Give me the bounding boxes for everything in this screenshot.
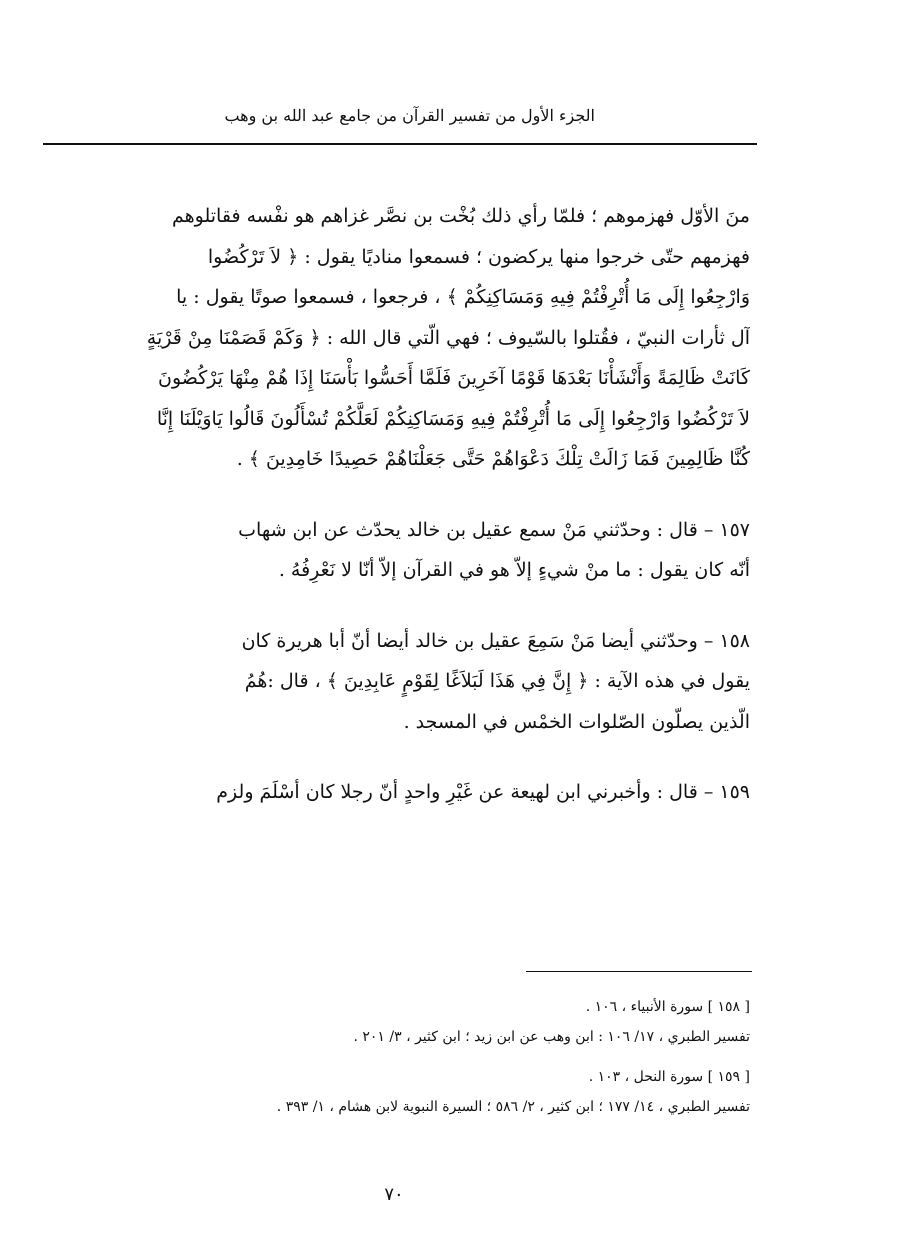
paragraph-157-line: أنّه كان يقول : ما منْ شيءٍ إلاّ هو في القرآن إلاّ أنّا لا نَعْرِفُهُ .	[278, 559, 750, 581]
paragraph-158-line: يقول في هذه الآية : ﴿ إِنَّ فِي هَذَا لَبَلاَغًا لِقَوْمٍ عَابِدِينَ ﴾ ، قال :هُمُ	[244, 670, 750, 692]
text-line: كُنَّا ظَالِمِينَ فَمَا زَالَتْ تِلْكَ دَعْوَاهُمْ حَتَّى جَعَلْنَاهُمْ حَصِيدًا خَامِدِينَ ﴾ .	[236, 448, 750, 470]
paragraph-158-line: ١٥٨ – وحدّثني أيضا مَنْ سَمِعَ عقيل بن خالد أيضا أنّ أبا هريرة كان	[241, 629, 750, 652]
footnote-159-sources: تفسير الطبري ، ١٤/ ١٧٧ ؛ ابن كثير ، ٢/ ٥٨٦ ؛ السيرة النبوية لابن هشام ، ١/ ٣٩٣ .	[276, 1099, 750, 1115]
footnote-divider	[526, 971, 752, 972]
text-line: كَانَتْ ظَالِمَةً وَأَنْشَأْنَا بَعْدَهَا قَوْمًا آخَرِينَ فَلَمَّا أَحَسُّوا بَأْسَنَا إِذَا هُمْ مِنْهَا يَرْكُضُونَ	[158, 367, 750, 389]
text-line: منَ الأوّل فهزموهم ؛ فلمّا رأي ذلك بُخْت بن نصَّر غزاهم هو نفْسه فقاتلوهم	[172, 205, 750, 227]
footnote-158-reference: [ ١٥٨ ] سورة الأنبياء ، ١٠٦ .	[585, 999, 750, 1015]
paragraph-158-line: الّذين يصلّون الصّلوات الخمْس في المسجد .	[403, 710, 750, 733]
text-line: وَارْجِعُوا إِلَى مَا أُتْرِفْتُمْ فِيهِ وَمَسَاكِنِكُمْ ﴾ ، فرجعوا ، فسمعوا صوتًا يقول : يا	[176, 286, 750, 308]
text-line: فهزمهم حتّى خرجوا منها يركضون ؛ فسمعوا مناديًا يقول : ﴿ لاَ تَرْكُضُوا	[207, 245, 750, 268]
paragraph-gap	[88, 742, 750, 772]
text-line: لاَ تَرْكُضُوا وَارْجِعُوا إِلَى مَا أُتْرِفْتُمْ فِيهِ وَمَسَاكِنِكُمْ لَعَلَّكُمْ تُسْأَلُونَ قَالُوا يَاوَيْلَنَا إِنَّا	[156, 407, 750, 430]
header-divider	[43, 143, 757, 145]
paragraph-gap	[88, 480, 750, 510]
running-header: الجزء الأول من تفسير القرآن من جامع عبد الله بن وهب	[224, 106, 595, 125]
page-number: ٧٠	[384, 1184, 404, 1205]
footnote-159-reference: [ ١٥٩ ] سورة النحل ، ١٠٣ .	[588, 1069, 750, 1085]
footnote-gap	[120, 1052, 750, 1062]
paragraph-157-line: ١٥٧ – قال : وحدّثني مَنْ سمع عقيل بن خالد يحدّث عن ابن شهاب	[238, 518, 750, 541]
footnotes	[120, 992, 750, 1122]
footnote-158-sources: تفسير الطبري ، ١٧/ ١٠٦ : ابن وهب عن ابن زيد ؛ ابن كثير ، ٣/ ٢٠١ .	[353, 1029, 750, 1045]
paragraph-159-line: ١٥٩ – قال : وأخبرني ابن لهيعة عن غَيْرِ واحدٍ أنّ رجلا كان أسْلَمَ ولزم	[216, 781, 750, 803]
paragraph-gap	[88, 591, 750, 621]
text-line: آل ثأرات النبيّ ، فقُتلوا بالسّيوف ؛ فهي الّتي قال الله : ﴿ وَكَمْ قَصَمْنَا مِنْ قَرْيَةٍ	[146, 326, 750, 349]
main-text	[88, 196, 750, 813]
